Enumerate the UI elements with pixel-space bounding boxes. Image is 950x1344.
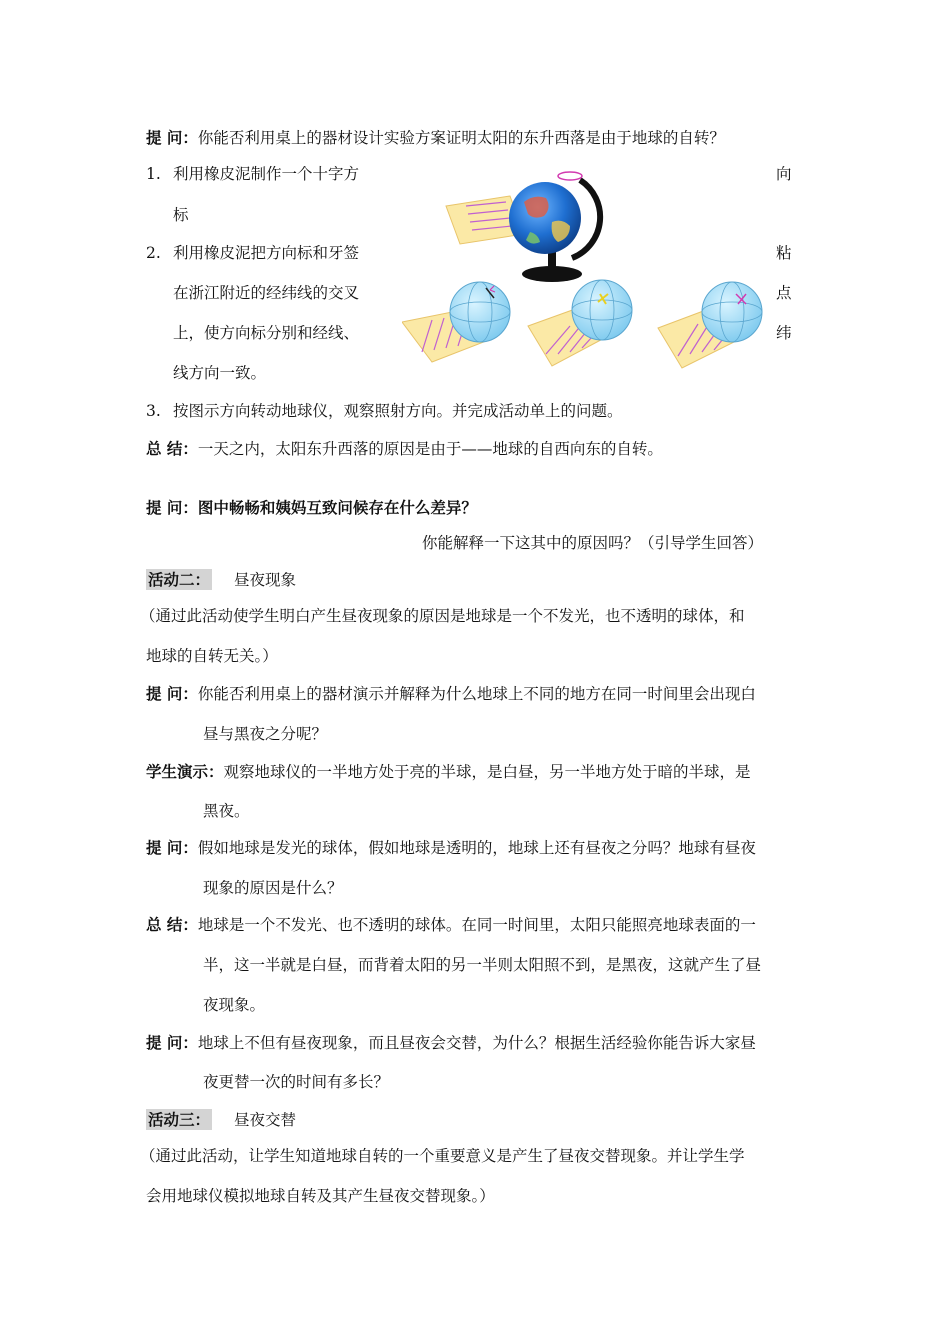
step-2-line-3: 上，使方向标分别和经线、 <box>173 324 360 342</box>
step-3-text: 按图示方向转动地球仪，观察照射方向。并完成活动单上的问题。 <box>173 402 623 420</box>
question-2-line-2: 你能解释一下这其中的原因吗？（引导学生回答） <box>422 534 764 552</box>
step-2-right-char-1: 粘 <box>776 244 792 262</box>
question-text: 你能否利用桌上的器材设计实验方案证明太阳的东升西落是由于地球的自转？ <box>197 129 725 147</box>
summary-2-line-3: 夜现象。 <box>203 996 266 1014</box>
activity-2-desc-line-1: （通过此活动使学生明白产生昼夜现象的原因是地球是一个不发光，也不透明的球体，和 <box>140 607 745 625</box>
step-1-number: 1. <box>146 165 161 183</box>
step-2-line-4: 线方向一致。 <box>173 364 267 382</box>
activity-2-desc-line-2: 地球的自转无关。） <box>146 647 278 665</box>
activity-title: 昼夜交替 <box>234 1111 297 1129</box>
small-globe-2-icon <box>528 280 632 366</box>
question-text: 地球上不但有昼夜现象，而且昼夜会交替，为什么？根据生活经验你能告诉大家昼 <box>197 1034 756 1052</box>
step-1-line-2: 标 <box>173 206 189 224</box>
question-text: 你能否利用桌上的器材演示并解释为什么地球上不同的地方在同一时间里会出现白 <box>197 685 756 703</box>
summary-1 <box>146 439 663 459</box>
activity-title: 昼夜现象 <box>234 571 297 589</box>
activity-3-desc-line-2: 会用地球仪模拟地球自转及其产生昼夜交替现象。） <box>146 1187 495 1205</box>
question-3-line-2: 昼与黑夜之分呢？ <box>203 725 328 743</box>
step-1-right-char: 向 <box>776 165 792 183</box>
question-2 <box>146 498 477 518</box>
question-label: 提 问： <box>146 838 198 857</box>
demo-text: 观察地球仪的一半地方处于亮的半球，是白昼，另一半地方处于暗的半球，是 <box>223 763 751 781</box>
summary-text: 地球是一个不发光、也不透明的球体。在同一时间里，太阳只能照亮地球表面的一 <box>197 916 756 934</box>
student-demo-line-2: 黑夜。 <box>203 802 250 820</box>
question-3 <box>146 684 756 704</box>
question-1 <box>146 128 725 148</box>
demo-label: 学生演示： <box>146 762 224 781</box>
question-label: 提 问： <box>146 498 198 517</box>
question-text: 假如地球是发光的球体，假如地球是透明的，地球上还有昼夜之分吗？地球有昼夜 <box>197 839 756 857</box>
activity-3-desc-line-1: （通过此活动，让学生知道地球自转的一个重要意义是产生了昼夜交替现象。并让学生学 <box>140 1147 745 1165</box>
step-1-line-1: 利用橡皮泥制作一个十字方 <box>173 165 360 183</box>
step-2-number: 2. <box>146 244 161 262</box>
step-3-number: 3. <box>146 402 161 420</box>
summary-label: 总 结： <box>146 439 198 458</box>
globe-rotation-illustration <box>402 162 792 376</box>
activity-label: 活动二： <box>148 570 211 589</box>
activity-label: 活动三： <box>148 1110 211 1129</box>
summary-2 <box>146 915 756 935</box>
step-2-line-1: 利用橡皮泥把方向标和牙签 <box>173 244 360 262</box>
question-label: 提 问： <box>146 1033 198 1052</box>
question-5 <box>146 1033 756 1053</box>
question-5-line-2: 夜更替一次的时间有多长？ <box>203 1073 390 1091</box>
question-4-line-2: 现象的原因是什么？ <box>203 879 343 897</box>
summary-text: 一天之内，太阳东升西落的原因是由于——地球的自西向东的自转。 <box>197 440 663 458</box>
step-2-right-char-2: 点 <box>776 284 792 302</box>
question-text: 图中畅畅和姨妈互致问候存在什么差异？ <box>197 498 477 517</box>
question-4 <box>146 838 756 858</box>
activity-3-heading <box>146 1110 296 1130</box>
summary-2-line-2: 半，这一半就是白昼，而背着太阳的另一半则太阳照不到，是黑夜，这就产生了昼 <box>203 956 762 974</box>
step-2-right-char-3: 纬 <box>776 324 792 342</box>
step-2-line-2: 在浙江附近的经纬线的交叉 <box>173 284 360 302</box>
small-globe-1-icon <box>402 282 510 362</box>
desk-globe-icon <box>509 172 600 282</box>
activity-2-heading <box>146 570 296 590</box>
question-label: 提 问： <box>146 684 198 703</box>
question-label: 提 问： <box>146 128 198 147</box>
summary-label: 总 结： <box>146 915 198 934</box>
small-globe-3-icon <box>658 282 762 368</box>
student-demo <box>146 762 751 782</box>
